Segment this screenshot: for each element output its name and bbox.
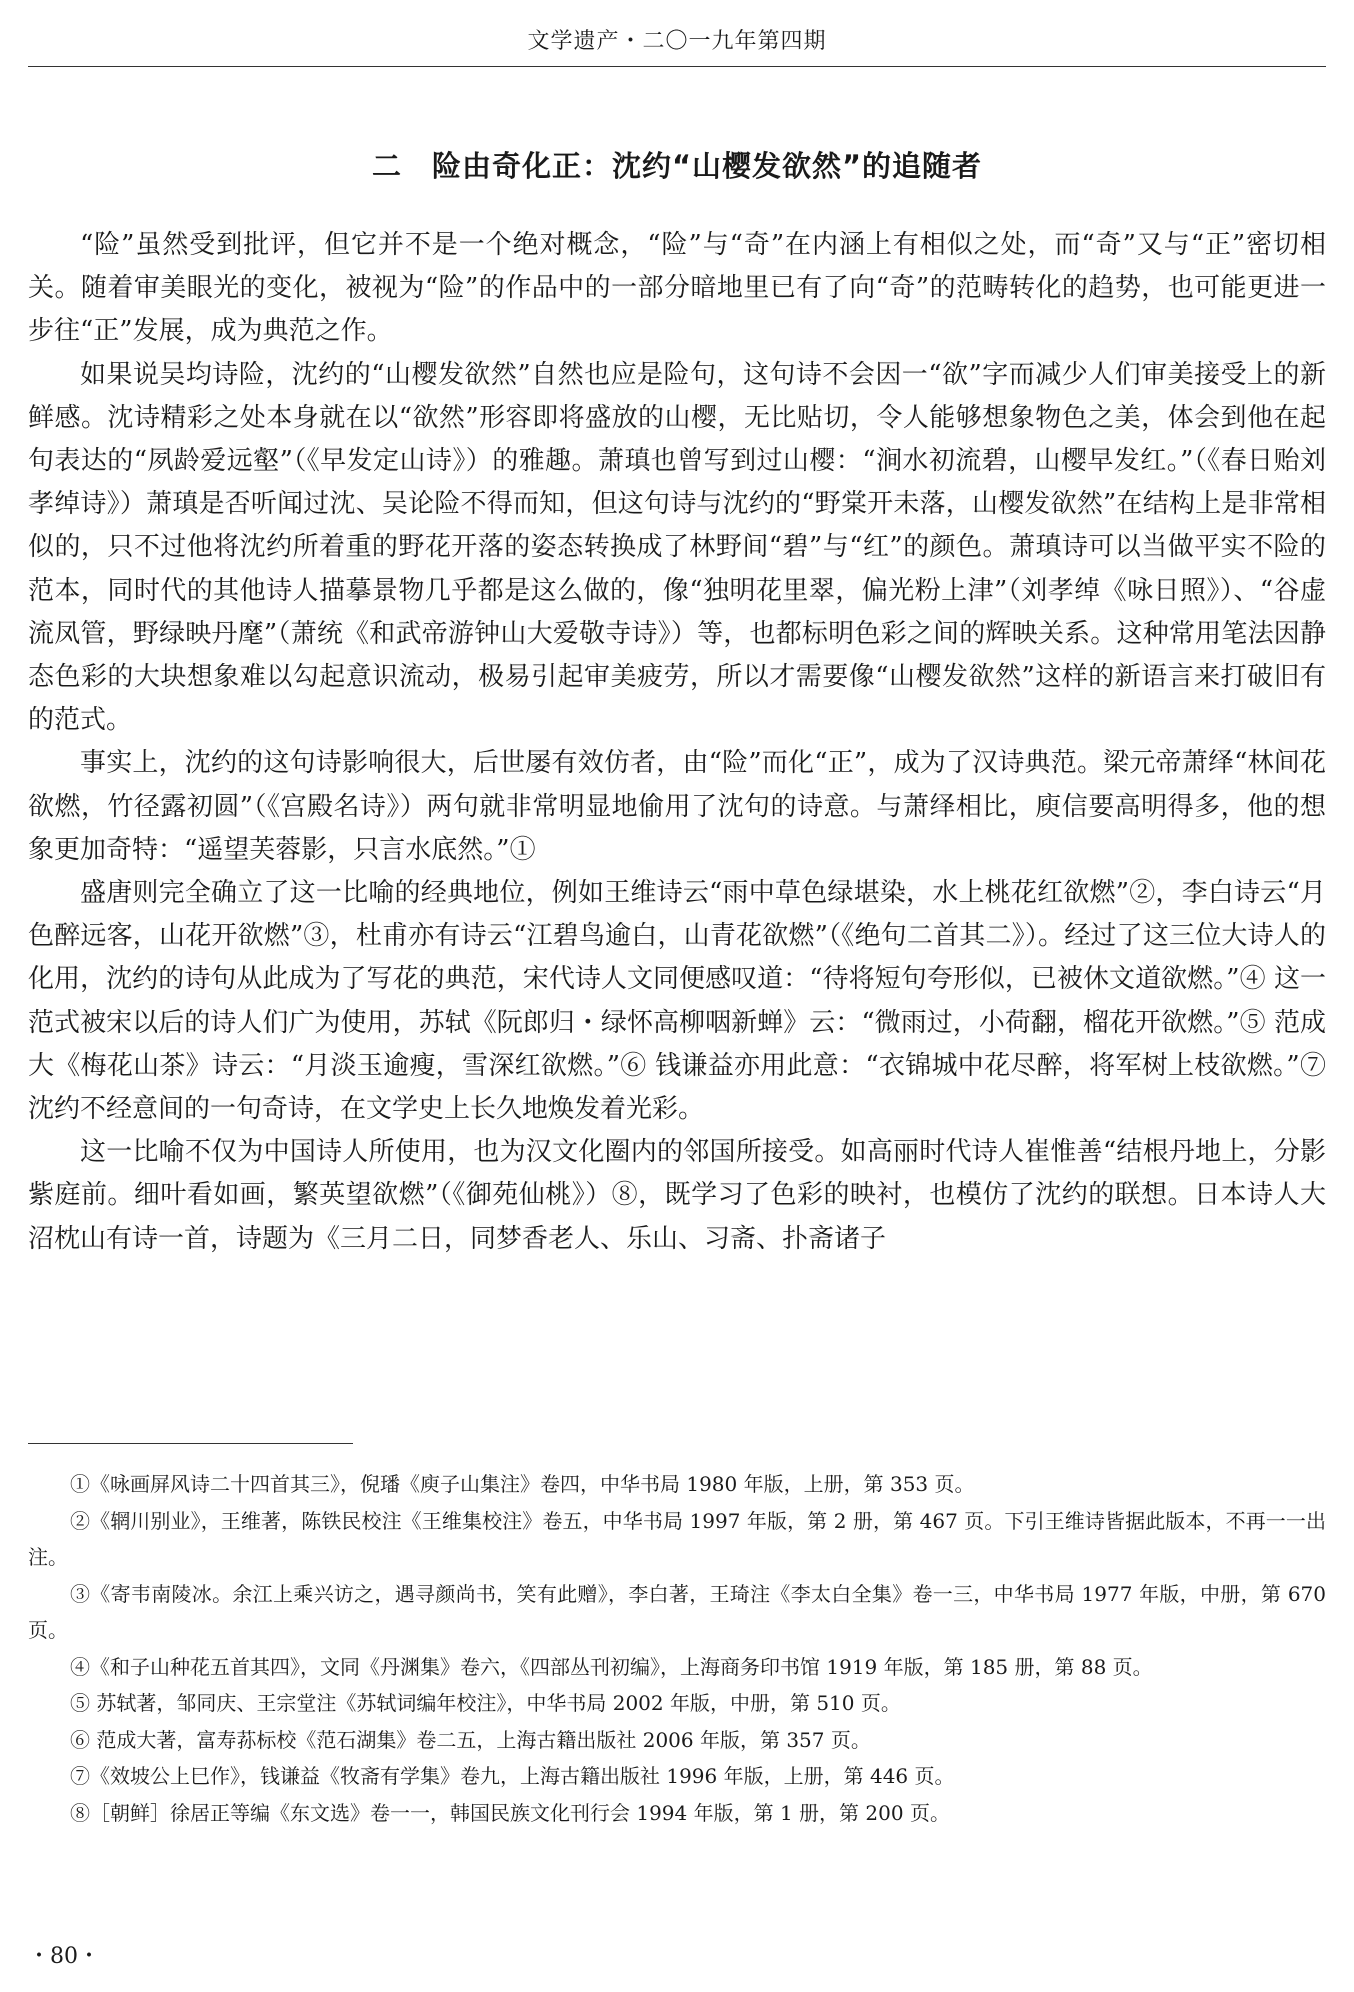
footnote-1: ①《咏画屏风诗二十四首其三》，倪璠《庾子山集注》卷四，中华书局 1980 年版，上册，第 353 页。 [70,1472,975,1496]
body-text [28,224,1326,1261]
paragraph-1: “险”虽然受到批评，但它并不是一个绝对概念，“险”与“奇”在内涵上有相似之处，而“奇”又与“正”密切相关。随着审美眼光的变化，被视为“险”的作品中的一部分暗地里已有了向“奇”的范畴转化的趋势，也可能更进一步往“正”发展，成为典范之作。 [28,230,1326,347]
footnote-6: ⑥ 范成大著，富寿荪标校《范石湖集》卷二五，上海古籍出版社 2006 年版，第 357 页。 [70,1727,871,1752]
page-number: ・80・ [28,1944,100,1969]
running-header: 文学遗产・二〇一九年第四期 [527,29,827,54]
paragraph-5: 这一比喻不仅为中国诗人所使用，也为汉文化圈内的邻国所接受。如高丽时代诗人崔惟善“结根丹地上，分影紫庭前。细叶看如画，繁英望欲燃”（《御苑仙桃》）⑧，既学习了色彩的映衬，也模仿了沈约的联想。日本诗人大沼枕山有诗一首，诗题为《三月二日，同梦香老人、乐山、习斋、扑斋诸子 [28,1137,1326,1254]
footnote-2: ②《辋川别业》，王维著，陈铁民校注《王维集校注》卷五，中华书局 1997 年版，第 2 册，第 467 页。下引王维诗皆据此版本，不再一一出注。 [28,1508,1326,1569]
footnote-4: ④《和子山种花五首其四》，文同《丹渊集》卷六，《四部丛刊初编》，上海商务印书馆 1919 年版，第 185 册，第 88 页。 [70,1654,1153,1679]
header-rule [28,66,1326,67]
paragraph-4: 盛唐则完全确立了这一比喻的经典地位，例如王维诗云“雨中草色绿堪染，水上桃花红欲燃”②，李白诗云“月色醉远客，山花开欲燃”③，杜甫亦有诗云“江碧鸟逾白，山青花欲燃”（《绝句二首其二》）。经过了这三位大诗人的化用，沈约的诗句从此成为了写花的典范，宋代诗人文同便感叹道：“待将短句夸形似，已被休文道欲燃。”④ 这一范式被宋以后的诗人们广为使用，苏轼《阮郎归・绿怀高柳咽新蝉》云：“微雨过，小荷翻，榴花开欲燃。”⑤ 范成大《梅花山茶》诗云：“月淡玉逾瘦，雪深红欲燃。”⑥ 钱谦益亦用此意：“衣锦城中花尽醉，将军树上枝欲燃。”⑦ 沈约不经意间的一句奇诗，在文学史上长久地焕发着光彩。 [28,878,1326,1125]
footnote-8: ⑧［朝鲜］徐居正等编《东文选》卷一一，韩国民族文化刊行会 1994 年版，第 1 册，第 200 页。 [70,1800,950,1825]
footnotes [28,1466,1326,1831]
footnote-3: ③《寄韦南陵冰。余江上乘兴访之，遇寻颜尚书，笑有此赠》，李白著，王琦注《李太白全集》卷一三，中华书局 1977 年版，中册，第 670 页。 [28,1581,1326,1642]
paragraph-2: 如果说吴均诗险，沈约的“山樱发欲然”自然也应是险句，这句诗不会因一“欲”字而减少人们审美接受上的新鲜感。沈诗精彩之处本身就在以“欲然”形容即将盛放的山樱，无比贴切，令人能够想象物色之美，体会到他在起句表达的“夙龄爱远壑”（《早发定山诗》）的雅趣。萧瑱也曾写到过山樱：“涧水初流碧，山樱早发红。”（《春日贻刘孝绰诗》）萧瑱是否听闻过沈、吴论险不得而知，但这句诗与沈约的“野棠开未落，山樱发欲然”在结构上是非常相似的，只不过他将沈约所着重的野花开落的姿态转换成了林野间“碧”与“红”的颜色。萧瑱诗可以当做平实不险的范本，同时代的其他诗人描摹景物几乎都是这么做的，像“独明花里翠，偏光粉上津”（刘孝绰《咏日照》）、“谷虚流凤管，野绿映丹麾”（萧统《和武帝游钟山大爱敬寺诗》）等，也都标明色彩之间的辉映关系。这种常用笔法因静态色彩的大块想象难以勾起意识流动，极易引起审美疲劳，所以才需要像“山樱发欲然”这样的新语言来打破旧有的范式。 [28,359,1326,736]
paragraph-3: 事实上，沈约的这句诗影响很大，后世屡有效仿者，由“险”而化“正”，成为了汉诗典范。梁元帝萧绎“林间花欲燃，竹径露初圆”（《宫殿名诗》）两句就非常明显地偷用了沈句的诗意。与萧绎相比，庾信要高明得多，他的想象更加奇特：“遥望芙蓉影，只言水底然。”① [28,748,1326,865]
footnote-5: ⑤ 苏轼著，邹同庆、王宗堂注《苏轼词编年校注》，中华书局 2002 年版，中册，第 510 页。 [70,1691,901,1715]
footnote-7: ⑦《效坡公上巳作》，钱谦益《牧斋有学集》卷九，上海古籍出版社 1996 年版，上册，第 446 页。 [70,1764,955,1788]
footnote-rule [28,1443,353,1444]
section-title: 二 险由奇化正：沈约“山樱发欲然”的追随者 [371,149,983,183]
